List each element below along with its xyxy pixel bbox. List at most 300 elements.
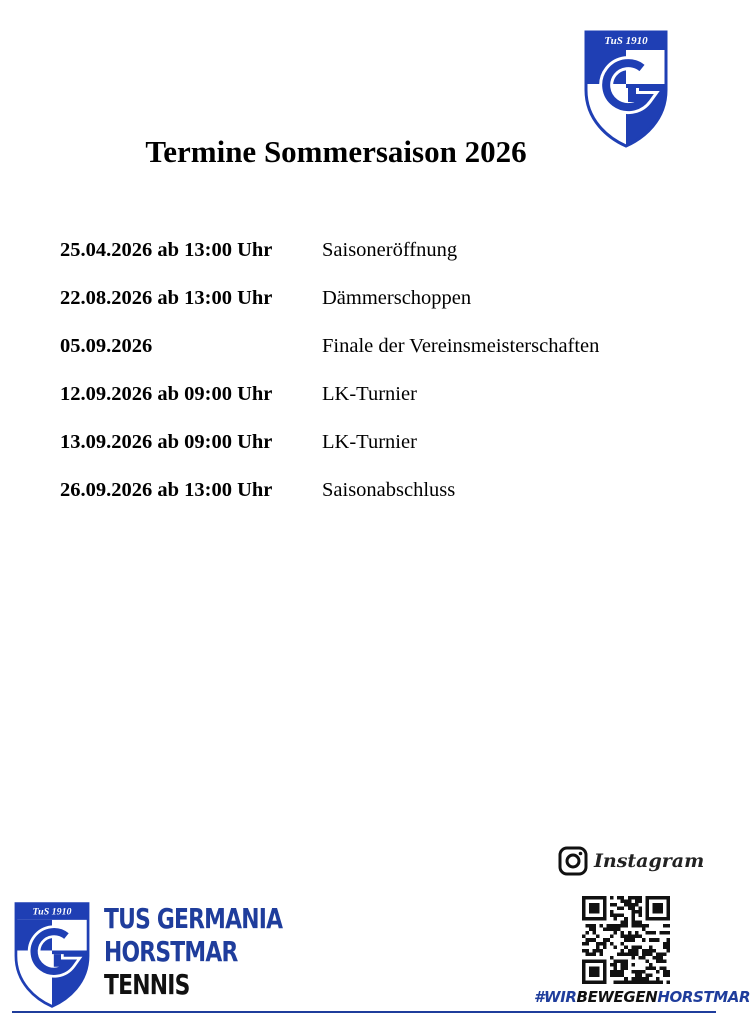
qr-module <box>596 896 600 900</box>
qr-module <box>642 938 646 942</box>
qr-module <box>631 914 635 918</box>
qr-module <box>621 896 625 900</box>
brand-wordmark <box>104 902 332 1001</box>
qr-module <box>652 910 656 914</box>
qr-module <box>656 907 660 911</box>
qr-module <box>614 973 618 977</box>
qr-module <box>603 928 607 932</box>
qr-module <box>593 980 597 984</box>
qr-module <box>586 949 590 953</box>
event-name: Dämmerschoppen <box>322 286 472 309</box>
qr-module <box>596 917 600 921</box>
qr-module <box>586 952 590 956</box>
qr-module <box>589 928 593 932</box>
qr-module <box>635 900 639 904</box>
qr-module <box>582 917 586 921</box>
qr-module <box>631 910 635 914</box>
qr-module <box>649 917 653 921</box>
qr-module <box>642 977 646 981</box>
brand-line-3: TENNIS <box>104 968 190 1001</box>
qr-module <box>631 907 635 911</box>
qr-module <box>652 956 656 960</box>
hashtag <box>534 988 750 1006</box>
qr-module <box>649 938 653 942</box>
qr-module <box>600 924 604 928</box>
qr-module <box>656 956 660 960</box>
qr-module <box>617 952 621 956</box>
qr-module <box>666 914 670 918</box>
event-list <box>60 226 700 514</box>
footer-divider <box>12 1011 716 1013</box>
qr-module <box>600 917 604 921</box>
qr-module <box>645 900 649 904</box>
qr-module <box>656 980 660 984</box>
qr-module <box>621 931 625 935</box>
qr-module <box>593 907 597 911</box>
qr-module <box>603 973 607 977</box>
qr-module <box>600 980 604 984</box>
qr-module <box>628 952 632 956</box>
qr-module <box>666 980 670 984</box>
qr-module <box>607 928 611 932</box>
qr-module <box>589 952 593 956</box>
qr-module <box>624 959 628 963</box>
qr-module <box>586 896 590 900</box>
qr-module <box>628 931 632 935</box>
qr-module <box>635 952 639 956</box>
qr-module <box>603 966 607 970</box>
qr-module <box>610 935 614 939</box>
qr-module <box>617 959 621 963</box>
qr-module <box>663 917 667 921</box>
qr-module <box>645 977 649 981</box>
qr-module <box>617 973 621 977</box>
qr-module <box>631 896 635 900</box>
qr-module <box>638 980 642 984</box>
qr-module <box>645 903 649 907</box>
qr-module <box>666 942 670 946</box>
event-date: 05.09.2026 <box>60 334 153 357</box>
qr-module <box>589 896 593 900</box>
qr-module <box>582 910 586 914</box>
qr-module <box>610 928 614 932</box>
qr-module <box>666 949 670 953</box>
qr-module <box>603 907 607 911</box>
qr-module <box>621 942 625 946</box>
qr-module <box>600 942 604 946</box>
qr-module <box>610 973 614 977</box>
qr-module <box>621 970 625 974</box>
qr-module <box>621 963 625 967</box>
qr-module <box>614 980 618 984</box>
crest-text: TuS 1910 <box>32 906 72 918</box>
qr-module <box>596 973 600 977</box>
qr-module <box>631 977 635 981</box>
qr-module <box>638 970 642 974</box>
instagram-icon <box>558 846 588 876</box>
event-date: 12.09.2026 ab 09:00 Uhr <box>60 382 273 405</box>
qr-module <box>628 907 632 911</box>
qr-module <box>628 903 632 907</box>
qr-module <box>631 921 635 925</box>
qr-module <box>649 973 653 977</box>
qr-module <box>652 966 656 970</box>
qr-module <box>666 900 670 904</box>
event-name: LK-Turnier <box>322 430 417 453</box>
qr-module <box>621 914 625 918</box>
qr-module <box>666 903 670 907</box>
qr-module <box>621 949 625 953</box>
qr-module <box>614 931 618 935</box>
qr-module <box>663 970 667 974</box>
qr-module <box>659 952 663 956</box>
qr-module <box>656 910 660 914</box>
qr-module <box>603 963 607 967</box>
qr-module <box>652 938 656 942</box>
qr-module <box>593 970 597 974</box>
qr-module <box>624 935 628 939</box>
qr-module <box>582 896 586 900</box>
qr-module <box>663 924 667 928</box>
qr-module <box>645 973 649 977</box>
qr-module <box>589 938 593 942</box>
qr-module <box>603 896 607 900</box>
qr-module <box>582 903 586 907</box>
qr-module <box>659 956 663 960</box>
qr-module <box>614 914 618 918</box>
event-date: 25.04.2026 ab 13:00 Uhr <box>60 238 273 261</box>
qr-module <box>652 949 656 953</box>
qr-module <box>582 966 586 970</box>
qr-module <box>638 910 642 914</box>
qr-module <box>617 907 621 911</box>
qr-module <box>596 959 600 963</box>
page-title: Termine Sommersaison 2026 <box>145 134 527 169</box>
qr-module <box>649 952 653 956</box>
qr-module <box>645 910 649 914</box>
qr-module <box>589 907 593 911</box>
qr-module <box>663 942 667 946</box>
qr-module <box>603 970 607 974</box>
instagram-link[interactable] <box>558 846 704 876</box>
qr-module <box>638 935 642 939</box>
qr-module <box>624 945 628 949</box>
event-row <box>60 418 700 466</box>
qr-module <box>596 980 600 984</box>
qr-module <box>589 973 593 977</box>
qr-module <box>586 931 590 935</box>
qr-module <box>666 931 670 935</box>
qr-code[interactable] <box>582 896 670 984</box>
qr-module <box>603 959 607 963</box>
qr-module <box>596 903 600 907</box>
qr-module <box>666 896 670 900</box>
qr-module <box>621 921 625 925</box>
qr-module <box>656 959 660 963</box>
qr-module <box>649 966 653 970</box>
qr-module <box>589 966 593 970</box>
qr-module <box>586 980 590 984</box>
qr-module <box>624 924 628 928</box>
qr-module <box>586 924 590 928</box>
qr-module <box>603 945 607 949</box>
qr-module <box>624 903 628 907</box>
event-row <box>60 274 700 322</box>
qr-module <box>638 907 642 911</box>
qr-module <box>610 924 614 928</box>
qr-module <box>600 959 604 963</box>
qr-module <box>649 945 653 949</box>
qr-module <box>624 900 628 904</box>
qr-module <box>603 977 607 981</box>
qr-module <box>589 970 593 974</box>
qr-module <box>582 970 586 974</box>
qr-module <box>656 903 660 907</box>
qr-module <box>589 917 593 921</box>
qr-module <box>582 977 586 981</box>
qr-module <box>624 977 628 981</box>
qr-module <box>624 938 628 942</box>
hashtag-prefix: # <box>534 988 545 1006</box>
qr-module <box>586 942 590 946</box>
qr-module <box>642 970 646 974</box>
qr-module <box>593 896 597 900</box>
qr-module <box>635 921 639 925</box>
qr-module <box>631 980 635 984</box>
qr-module <box>659 917 663 921</box>
qr-module <box>649 949 653 953</box>
qr-module <box>652 917 656 921</box>
qr-module <box>638 896 642 900</box>
qr-module <box>656 917 660 921</box>
qr-module <box>635 903 639 907</box>
qr-module <box>610 910 614 914</box>
event-name: Saisoneröffnung <box>322 238 458 261</box>
qr-module <box>635 935 639 939</box>
qr-module <box>638 956 642 960</box>
qr-module <box>631 924 635 928</box>
qr-module <box>624 952 628 956</box>
event-row <box>60 322 700 370</box>
qr-module <box>656 938 660 942</box>
qr-module <box>642 980 646 984</box>
qr-module <box>659 931 663 935</box>
qr-module <box>638 914 642 918</box>
qr-module <box>600 949 604 953</box>
qr-module <box>645 914 649 918</box>
qr-module <box>593 966 597 970</box>
qr-module <box>659 896 663 900</box>
qr-module <box>582 942 586 946</box>
qr-module <box>645 949 649 953</box>
qr-module <box>614 970 618 974</box>
qr-module <box>635 910 639 914</box>
qr-module <box>631 917 635 921</box>
qr-module <box>596 970 600 974</box>
qr-module <box>617 924 621 928</box>
qr-module <box>614 963 618 967</box>
qr-module <box>617 914 621 918</box>
qr-module <box>610 956 614 960</box>
qr-module <box>631 945 635 949</box>
qr-module <box>596 935 600 939</box>
qr-module <box>593 910 597 914</box>
qr-module <box>659 910 663 914</box>
qr-module <box>666 907 670 911</box>
qr-module <box>621 980 625 984</box>
event-name: Finale der Vereinsmeisterschaften <box>322 334 600 357</box>
event-row <box>60 370 700 418</box>
qr-module <box>638 973 642 977</box>
qr-module <box>642 924 646 928</box>
club-crest-logo-footer <box>12 900 92 1010</box>
qr-module <box>582 900 586 904</box>
qr-module <box>596 945 600 949</box>
qr-module <box>582 914 586 918</box>
qr-module <box>656 977 660 981</box>
qr-module <box>603 980 607 984</box>
qr-module <box>659 959 663 963</box>
event-name: Saisonabschluss <box>322 478 456 501</box>
qr-module <box>645 924 649 928</box>
qr-module <box>593 924 597 928</box>
qr-module <box>600 952 604 956</box>
qr-module <box>600 896 604 900</box>
qr-module <box>666 938 670 942</box>
qr-module <box>589 910 593 914</box>
qr-module <box>649 980 653 984</box>
qr-module <box>656 952 660 956</box>
qr-module <box>621 924 625 928</box>
qr-module <box>663 959 667 963</box>
qr-module <box>638 921 642 925</box>
hashtag-part-1: WIR <box>544 988 577 1006</box>
qr-module <box>586 938 590 942</box>
qr-module <box>663 931 667 935</box>
qr-module <box>631 938 635 942</box>
qr-module <box>638 977 642 981</box>
qr-module <box>603 917 607 921</box>
qr-module <box>631 949 635 953</box>
qr-module <box>586 917 590 921</box>
qr-module <box>593 938 597 942</box>
qr-module <box>596 910 600 914</box>
qr-module <box>663 945 667 949</box>
qr-module <box>652 907 656 911</box>
qr-module <box>666 910 670 914</box>
qr-module <box>624 921 628 925</box>
qr-module <box>617 970 621 974</box>
qr-module <box>659 980 663 984</box>
qr-module <box>624 966 628 970</box>
qr-module <box>617 980 621 984</box>
qr-module <box>659 903 663 907</box>
brand-line-2: HORSTMAR <box>104 935 238 968</box>
qr-module <box>603 910 607 914</box>
qr-module <box>593 959 597 963</box>
qr-module <box>621 959 625 963</box>
qr-module <box>635 931 639 935</box>
qr-module <box>582 935 586 939</box>
qr-module <box>645 931 649 935</box>
qr-module <box>652 980 656 984</box>
qr-module <box>593 917 597 921</box>
event-date: 26.09.2026 ab 13:00 Uhr <box>60 478 273 501</box>
qr-module <box>642 956 646 960</box>
qr-module <box>645 966 649 970</box>
qr-module <box>614 966 618 970</box>
qr-module <box>635 924 639 928</box>
event-row <box>60 226 700 274</box>
qr-module <box>621 973 625 977</box>
qr-module <box>603 900 607 904</box>
qr-module <box>614 928 618 932</box>
club-crest-logo <box>582 28 670 150</box>
qr-module <box>603 903 607 907</box>
qr-module <box>631 956 635 960</box>
brand-line-1: TUS GERMANIA <box>104 902 283 935</box>
qr-module <box>635 970 639 974</box>
event-row <box>60 466 700 514</box>
qr-module <box>642 949 646 953</box>
qr-module <box>621 966 625 970</box>
qr-module <box>628 896 632 900</box>
qr-module <box>642 928 646 932</box>
qr-module <box>628 935 632 939</box>
qr-module <box>652 903 656 907</box>
qr-module <box>656 896 660 900</box>
crest-text: TuS 1910 <box>604 35 648 47</box>
qr-module <box>589 980 593 984</box>
hashtag-part-2: BEWEGEN <box>576 988 658 1006</box>
qr-module <box>610 942 614 946</box>
qr-module <box>666 945 670 949</box>
qr-module <box>614 924 618 928</box>
qr-module <box>649 931 653 935</box>
qr-module <box>638 924 642 928</box>
qr-module <box>603 942 607 946</box>
qr-module <box>603 914 607 918</box>
qr-module <box>645 959 649 963</box>
qr-module <box>607 924 611 928</box>
hashtag-part-3: HORSTMAR <box>657 988 750 1006</box>
qr-module <box>582 963 586 967</box>
qr-module <box>603 938 607 942</box>
qr-module <box>666 970 670 974</box>
qr-module <box>652 931 656 935</box>
qr-module <box>593 949 597 953</box>
qr-module <box>582 959 586 963</box>
qr-module <box>635 977 639 981</box>
qr-module <box>596 966 600 970</box>
qr-module <box>628 949 632 953</box>
qr-module <box>610 914 614 918</box>
qr-module <box>582 907 586 911</box>
qr-module <box>645 907 649 911</box>
qr-module <box>628 980 632 984</box>
qr-module <box>635 980 639 984</box>
qr-module <box>663 966 667 970</box>
qr-module <box>642 952 646 956</box>
qr-module <box>589 959 593 963</box>
qr-module <box>610 970 614 974</box>
qr-module <box>663 973 667 977</box>
qr-module <box>666 924 670 928</box>
qr-module <box>614 959 618 963</box>
qr-module <box>586 959 590 963</box>
qr-module <box>596 942 600 946</box>
qr-module <box>663 896 667 900</box>
